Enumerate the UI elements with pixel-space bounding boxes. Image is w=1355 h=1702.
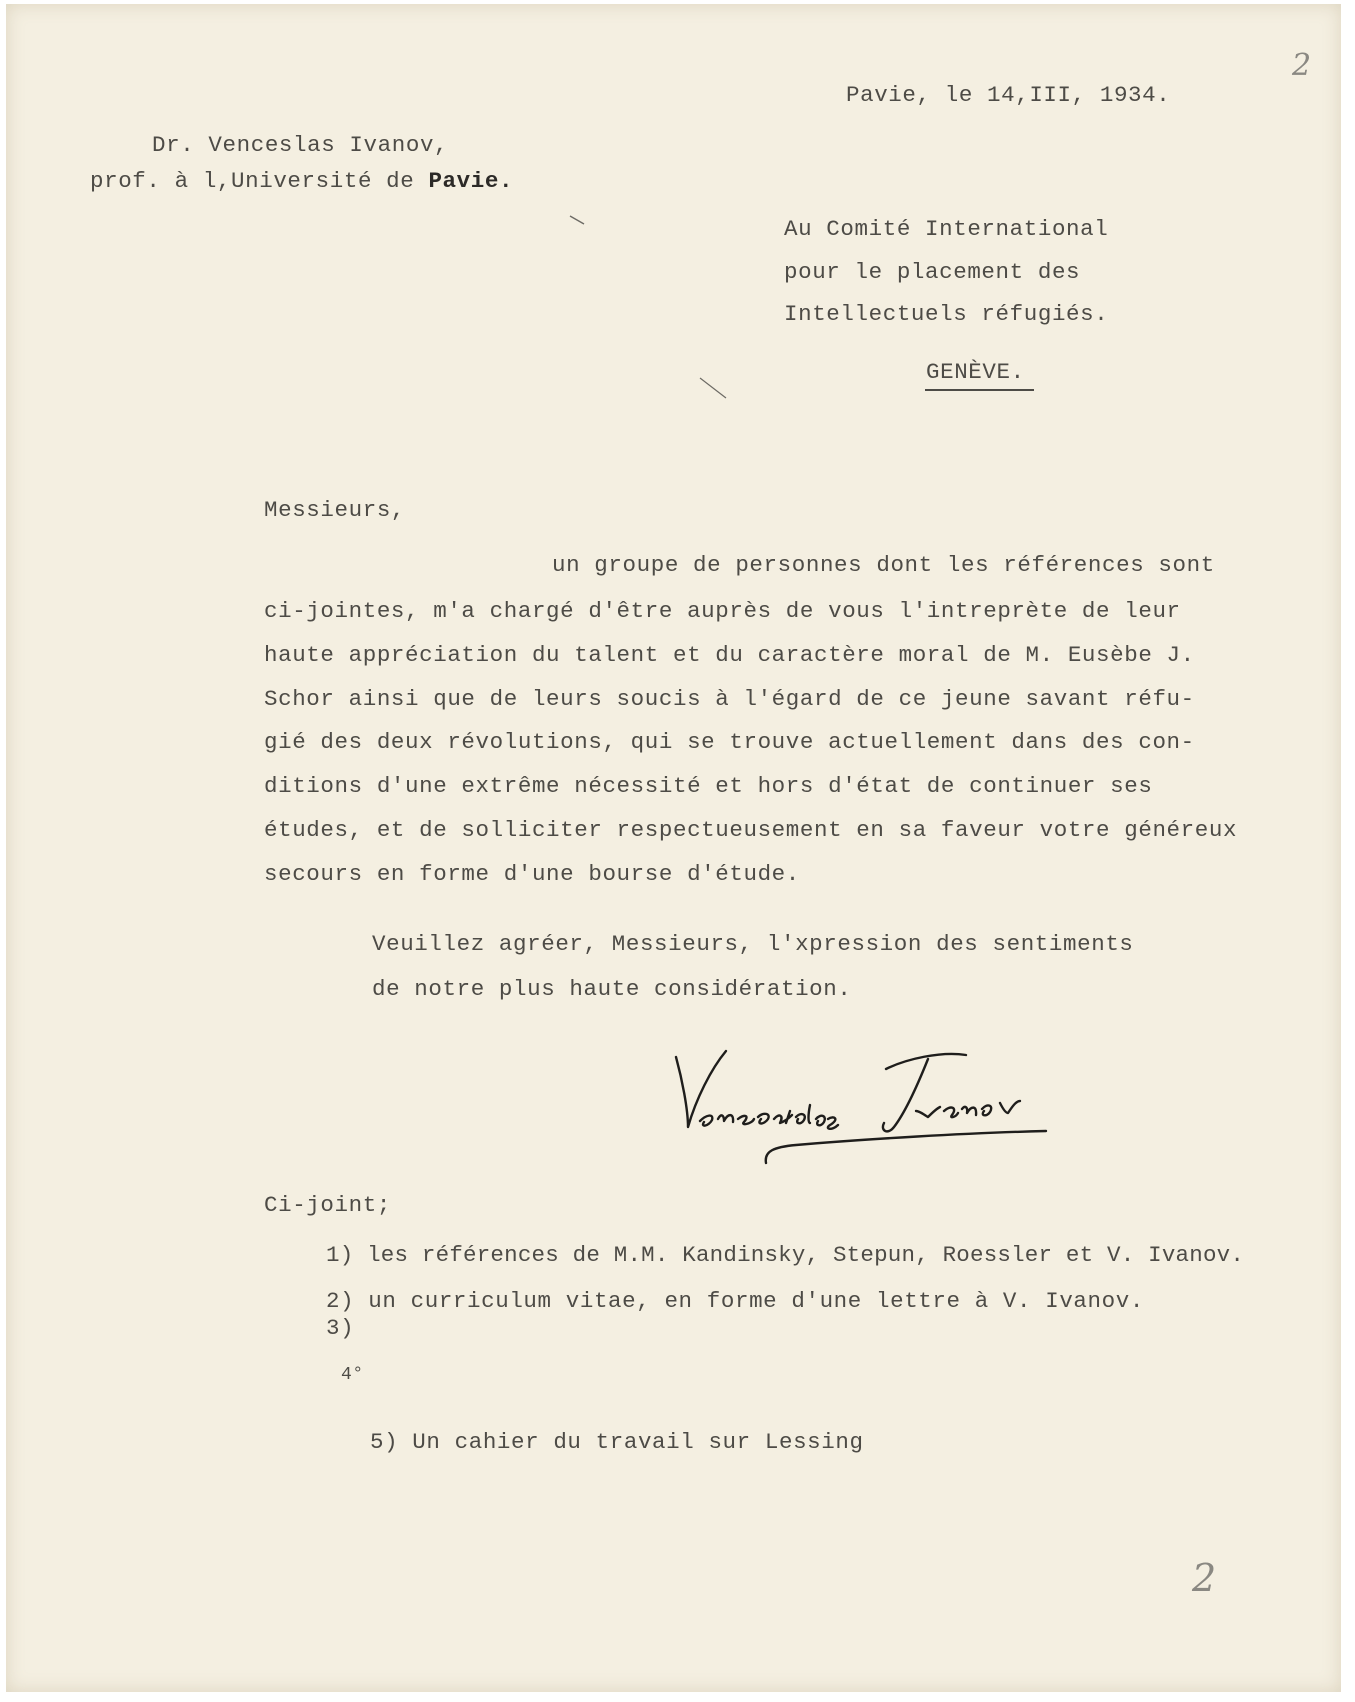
page-number-top: 2 (1292, 48, 1312, 83)
paper-mark (696, 374, 736, 414)
enclosure-item-4: 4° (341, 1365, 364, 1385)
recipient-line-1: Au Comité International (784, 216, 1109, 242)
closing-line-1: Veuillez agréer, Messieurs, l'xpression des sentiments (372, 931, 1134, 957)
page-number-bottom: 2 (1192, 1556, 1217, 1600)
body-line-7: études, et de solliciter respectueusement en sa faveur votre généreux (264, 817, 1238, 843)
sender-city: Pavie. (428, 168, 514, 194)
closing-line-2: de notre plus haute considération. (372, 976, 852, 1002)
city-underline (925, 389, 1034, 391)
handwritten-signature (666, 1039, 1146, 1186)
sender-affiliation-text: prof. à l,Université de (90, 168, 429, 194)
enclosures-heading: Ci-joint; (264, 1192, 391, 1218)
body-line-3: haute appréciation du talent et du caractère moral de M. Eusèbe J. (264, 642, 1195, 668)
enclosure-item-1: 1) les références de M.M. Kandinsky, Stepun, Roessler et V. Ivanov. (326, 1242, 1245, 1268)
sender-name: Dr. Venceslas Ivanov, (152, 132, 449, 158)
paper-mark (566, 212, 596, 232)
recipient-city: GENÈVE. (926, 359, 1025, 385)
body-line-4: Schor ainsi que de leurs soucis à l'égard de ce jeune savant réfu- (264, 686, 1195, 712)
letter-page (6, 4, 1341, 1692)
body-line-2: ci-jointes, m'a chargé d'être auprès de vous l'intreprète de leur (264, 598, 1181, 624)
enclosure-item-3: 3) (326, 1315, 355, 1341)
recipient-line-2: pour le placement des (784, 259, 1081, 285)
salutation: Messieurs, (264, 497, 406, 523)
enclosure-item-5: 5) Un cahier du travail sur Lessing (370, 1429, 864, 1455)
body-line-6: ditions d'une extrême nécessité et hors d'état de continuer ses (264, 773, 1153, 799)
enclosure-item-2: 2) un curriculum vitae, en forme d'une lettre à V. Ivanov. (326, 1288, 1144, 1314)
signature-drawing (666, 1039, 1146, 1179)
recipient-line-3: Intellectuels réfugiés. (784, 301, 1109, 327)
body-line-1: un groupe de personnes dont les références sont (552, 552, 1215, 578)
sender-affiliation (90, 170, 513, 193)
body-line-5: gié des deux révolutions, qui se trouve actuellement dans des con- (264, 729, 1195, 755)
body-line-8: secours en forme d'une bourse d'étude. (264, 861, 800, 887)
date-line: Pavie, le 14,III, 1934. (846, 82, 1171, 108)
